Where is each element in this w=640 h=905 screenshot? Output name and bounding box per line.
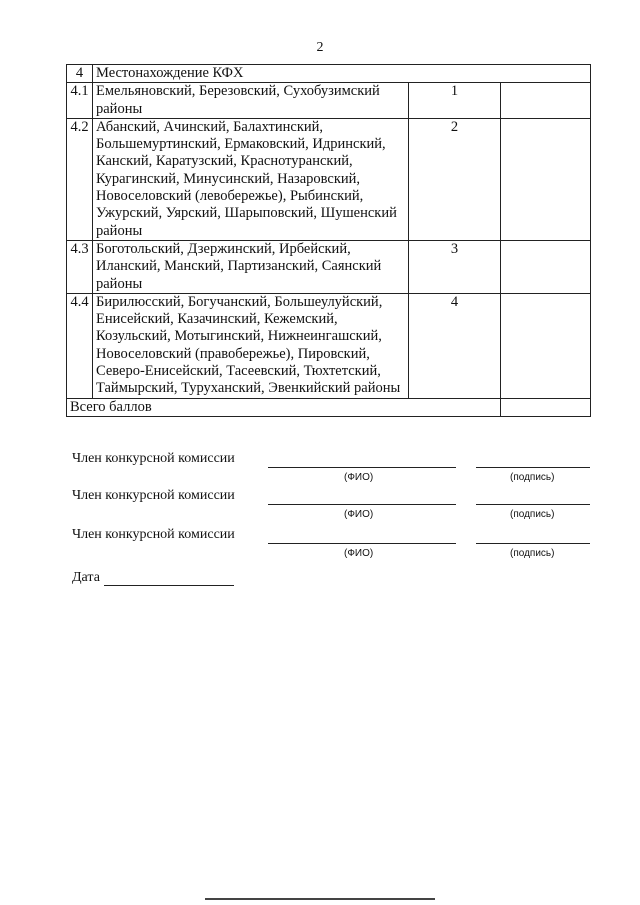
date-block	[72, 570, 234, 586]
row-number: 4.1	[67, 83, 93, 119]
page-number: 2	[316, 40, 324, 55]
table-row	[67, 293, 591, 398]
total-label: Всего баллов	[67, 398, 501, 416]
table-row	[67, 240, 591, 293]
fio-caption: (ФИО)	[344, 472, 374, 483]
fio-line	[268, 467, 456, 468]
signature-label: Член конкурсной комиссии	[72, 451, 235, 466]
signature-line	[476, 504, 590, 505]
row-value-cell	[501, 240, 591, 293]
row-score: 4	[409, 293, 501, 398]
signature-block	[72, 527, 592, 567]
fio-line	[268, 504, 456, 505]
scan-edge-mark	[205, 898, 435, 900]
row-districts: Абанский, Ачинский, Балахтинский, Большемуртинский, Ермаковский, Идринский, Канский, Каратузский, Краснотуранский, Курагинский, Минусинский, Назаровский, Новоселовский (левобережье), Рыбинский, Ужурский, Уярский, Шарыповский, Шушенский районы	[93, 118, 409, 240]
criterion-number: 4	[67, 65, 93, 83]
row-score: 1	[409, 83, 501, 119]
table-header-row	[67, 65, 591, 83]
fio-caption: (ФИО)	[344, 548, 374, 559]
signature-caption: (подпись)	[510, 548, 555, 559]
signature-line	[476, 467, 590, 468]
signature-caption: (подпись)	[510, 509, 555, 520]
row-number: 4.4	[67, 293, 93, 398]
row-value-cell	[501, 118, 591, 240]
total-row	[67, 398, 591, 416]
row-value-cell	[501, 293, 591, 398]
signature-caption: (подпись)	[510, 472, 555, 483]
signature-block	[72, 488, 592, 528]
signature-label: Член конкурсной комиссии	[72, 488, 235, 503]
row-districts: Емельяновский, Березовский, Сухобузимский районы	[93, 83, 409, 119]
signature-line	[476, 543, 590, 544]
date-label: Дата	[72, 570, 100, 585]
date-line	[104, 571, 234, 586]
row-districts: Бирилюсский, Богучанский, Большеулуйский, Енисейский, Казачинский, Кежемский, Козульский, Мотыгинский, Нижнеингашский, Новоселовский (правобережье), Пировский, Северо-Енисейский, Тасеевский, Тюхтетский, Таймырский, Туруханский, Эвенкийский районы	[93, 293, 409, 398]
table-row	[67, 83, 591, 119]
row-number: 4.2	[67, 118, 93, 240]
table-row	[67, 118, 591, 240]
criterion-title: Местонахождение КФХ	[93, 65, 591, 83]
row-number: 4.3	[67, 240, 93, 293]
row-districts: Боготольский, Дзержинский, Ирбейский, Иланский, Манский, Партизанский, Саянский районы	[93, 240, 409, 293]
row-value-cell	[501, 83, 591, 119]
fio-line	[268, 543, 456, 544]
row-score: 2	[409, 118, 501, 240]
row-score: 3	[409, 240, 501, 293]
criteria-table	[66, 64, 591, 417]
signature-label: Член конкурсной комиссии	[72, 527, 235, 542]
total-value-cell	[501, 398, 591, 416]
fio-caption: (ФИО)	[344, 509, 374, 520]
signature-block	[72, 451, 592, 491]
